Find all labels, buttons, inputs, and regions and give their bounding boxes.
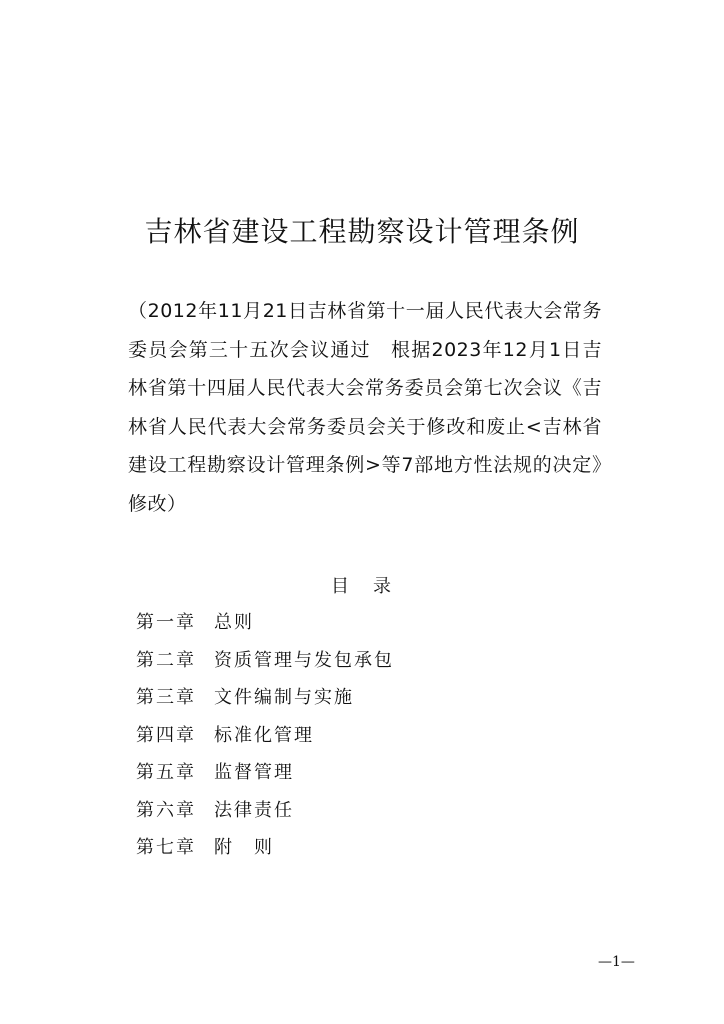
toc-heading-part: 目	[331, 576, 351, 597]
table-of-contents	[136, 608, 394, 871]
toc-chapter-number: 第一章	[136, 612, 196, 633]
toc-item	[136, 721, 394, 759]
toc-chapter-title: 文件编制与实施	[214, 687, 354, 708]
toc-chapter-number: 第四章	[136, 724, 196, 746]
toc-item	[136, 683, 394, 721]
document-title: 吉林省建设工程勘察设计管理条例	[144, 215, 580, 248]
toc-chapter-title: 标准化管理	[214, 724, 314, 746]
toc-chapter-number: 第六章	[136, 799, 196, 821]
toc-chapter-title: 资质管理与发包承包	[214, 649, 394, 671]
toc-chapter-title: 法律责任	[214, 799, 294, 821]
toc-heading	[0, 572, 724, 598]
toc-item	[136, 833, 394, 871]
page-number: —1—	[598, 954, 635, 970]
toc-chapter-number: 第二章	[136, 649, 196, 671]
toc-chapter-title: 总则	[214, 612, 254, 633]
toc-chapter-title: 监督管理	[214, 762, 294, 783]
toc-heading-part: 录	[373, 576, 393, 597]
toc-item	[136, 796, 394, 834]
toc-chapter-number: 第三章	[136, 687, 196, 708]
toc-chapter-number: 第七章	[136, 837, 196, 858]
preamble-paragraph: （2012年11月21日吉林省第十一届人民代表大会常务委员会第三十五次会议通过 根据2023年12月1日吉林省第十四届人民代表大会常务委员会第七次会议《吉林省人民代表大会常务委员会关于修改和废止<吉林省建设工程勘察设计管理条例>等7部地方性法规的决定》修改）	[128, 300, 602, 515]
toc-item	[136, 608, 394, 646]
toc-item	[136, 646, 394, 684]
toc-chapter-number: 第五章	[136, 762, 196, 783]
toc-chapter-title: 附 则	[214, 837, 274, 858]
toc-item	[136, 758, 394, 796]
